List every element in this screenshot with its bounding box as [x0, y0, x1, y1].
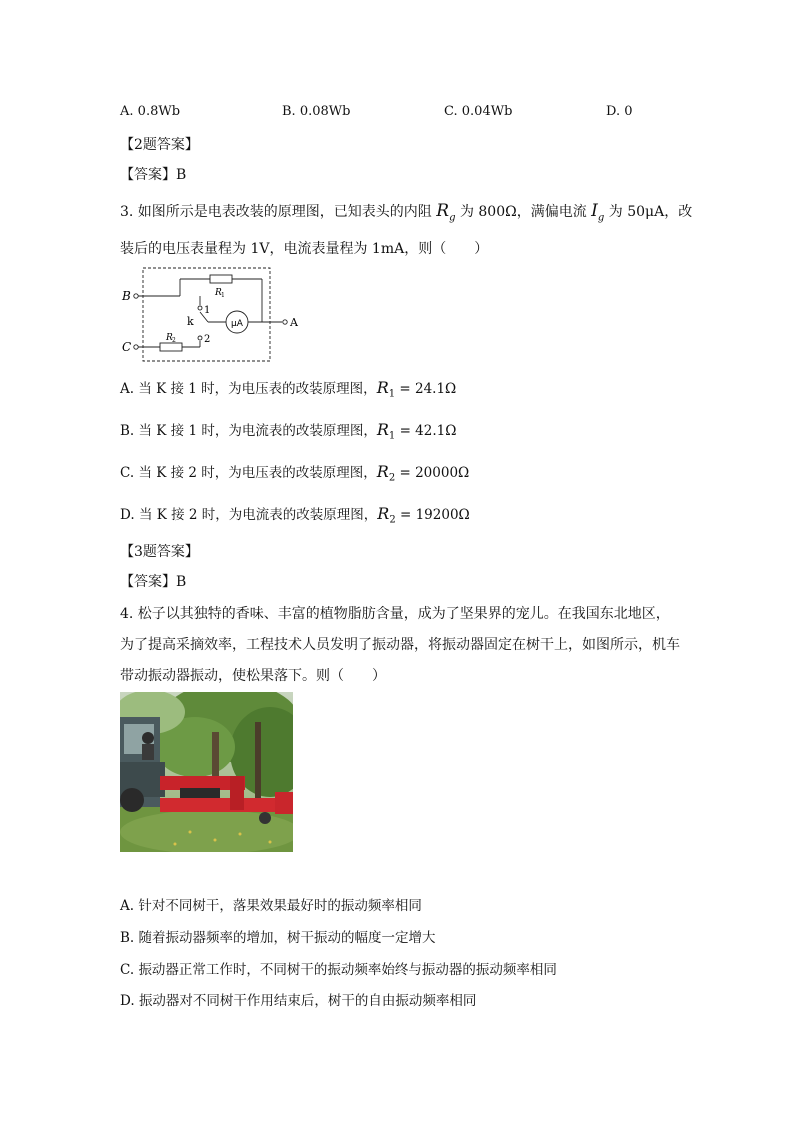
circuit-diagram: [120, 265, 300, 365]
tree-shaker-photo: [120, 692, 293, 852]
q3-option-a: A. 当 K 接 1 时，为电压表的改装原理图，$R_1 = 24.1\Omega$: [120, 378, 457, 400]
q4-stem-line1: 4. 松子以其独特的香味、丰富的植物脂肪含量，成为了坚果界的宠儿。在我国东北地区，: [120, 606, 670, 622]
terminal-c: [134, 345, 138, 349]
label-1: 1: [204, 305, 211, 316]
q2-option-c: C. 0.04Wb: [444, 104, 513, 119]
contact-1: [198, 306, 202, 310]
label-b: B: [122, 289, 131, 303]
q4-option-a: A. 针对不同树干，落果效果最好时的振动频率相同: [120, 898, 422, 914]
terminal-a: [283, 320, 287, 324]
contact-2: [198, 336, 202, 340]
label-k: k: [187, 315, 194, 328]
label-r1: R: [215, 288, 222, 298]
q4-stem-line2: 为了提高采摘效率，工程技术人员发明了振动器，将振动器固定在树干上，如图所示，机车: [120, 637, 680, 653]
q4-option-c: C. 振动器正常工作时，不同树干的振动频率始终与振动器的振动频率相同: [120, 962, 557, 978]
q3-stem-line1: 3. 如图所示是电表改装的原理图，已知表头的内阻 $R_g$ 为 800Ω，满偏电流 $I_g$ 为 50μA，改: [120, 201, 693, 224]
q3-option-d: D. 当 K 接 2 时，为电流表的改装原理图，$R_2 = 19200\Omega$: [120, 504, 470, 526]
label-r1-sub: 1: [221, 292, 225, 299]
label-c: C: [122, 340, 132, 354]
q3-stem-line2: 装后的电压表量程为 1V，电流表量程为 1mA，则（ ）: [120, 241, 489, 257]
rg-symbol: $R_g$: [436, 201, 456, 224]
q2-option-a: A. 0.8Wb: [120, 104, 181, 119]
q3-answer-header: 【3题答案】: [120, 544, 199, 560]
label-r2-sub: 2: [172, 337, 176, 344]
q3-answer: 【答案】B: [120, 574, 187, 590]
q2-option-d: D. 0: [606, 104, 633, 119]
resistor-r2: [160, 343, 182, 351]
resistor-r1: [210, 275, 232, 283]
terminal-b: [134, 294, 138, 298]
q4-option-d: D. 振动器对不同树干作用结束后，树干的自由振动频率相同: [120, 993, 477, 1009]
q2-option-b: B. 0.08Wb: [282, 104, 351, 119]
q4-stem-line3: 带动振动器振动，使松果落下。则（ ）: [120, 668, 386, 684]
label-a: A: [290, 316, 298, 329]
label-2: 2: [204, 334, 211, 345]
label-r2: R: [166, 333, 173, 343]
q2-answer: 【答案】B: [120, 167, 187, 183]
ig-symbol: $I_g$: [591, 201, 605, 224]
q3-option-b: B. 当 K 接 1 时，为电流表的改装原理图，$R_1 = 42.1\Omega$: [120, 420, 457, 442]
q3-option-c: C. 当 K 接 2 时，为电压表的改装原理图，$R_2 = 20000\Omega$: [120, 462, 470, 484]
q2-answer-header: 【2题答案】: [120, 137, 199, 153]
q4-option-b: B. 随着振动器频率的增加，树干振动的幅度一定增大: [120, 930, 436, 946]
meter-label: μA: [231, 319, 243, 329]
